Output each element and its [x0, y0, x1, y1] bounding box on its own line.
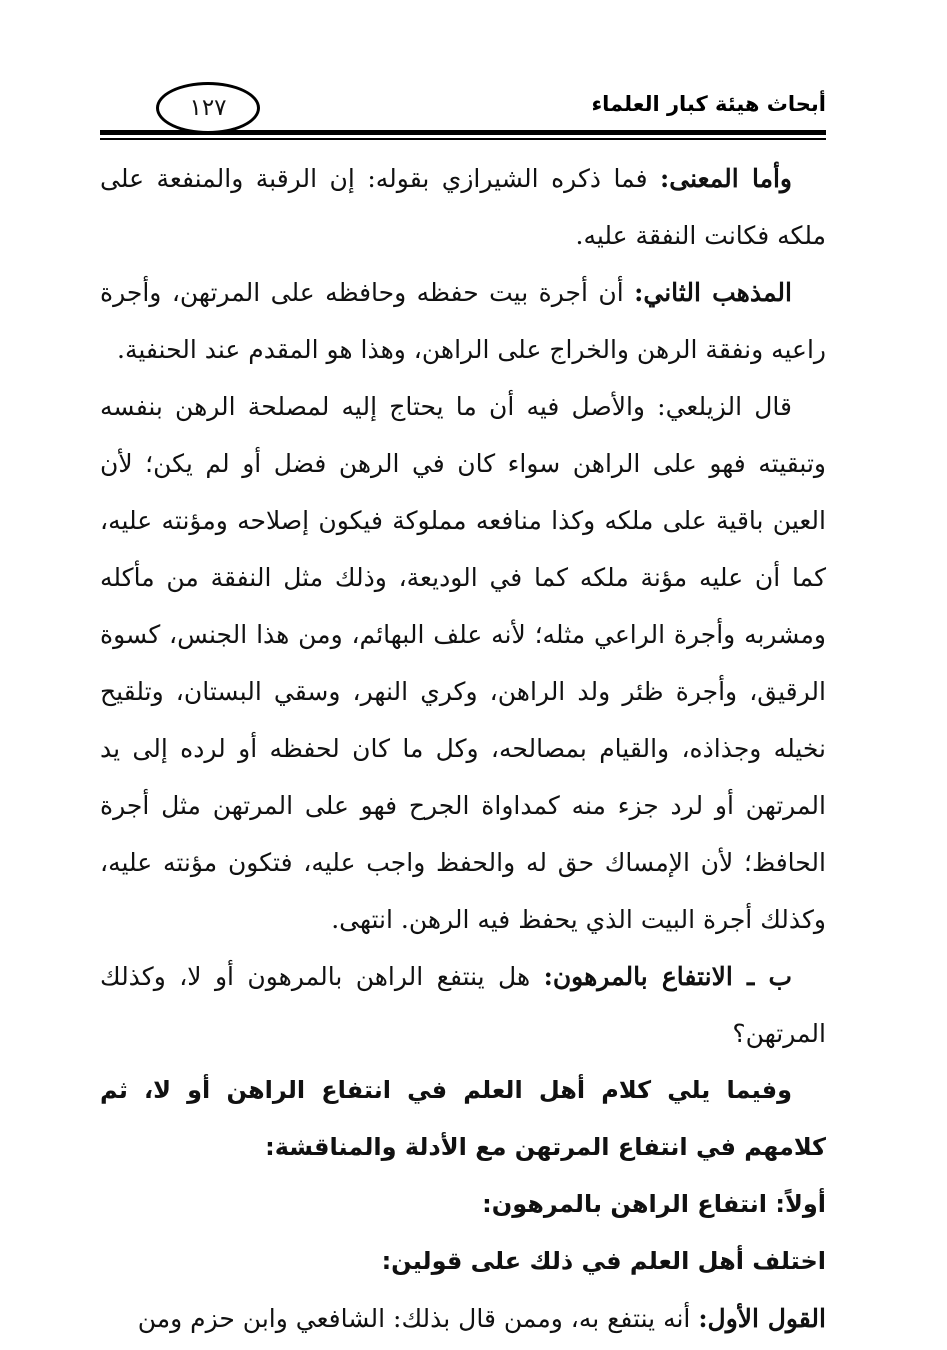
- paragraph-zaylai-quote: قال الزيلعي: والأصل فيه أن ما يحتاج إليه لمصلحة الرهن بنفسه وتبقيته فهو على الراهن سواء كان في الرهن فضل أو لم يكن؛ لأن العين باقية على ملكه وكذا منافعه مملوكة فيكون إصلاحه ومؤنته عليه، كما أن عليه مؤنة ملكه كما في الوديعة، وذلك مثل النفقة من مأكله ومشربه وأجرة الراعي مثله؛ لأنه علف البهائم، ومن هذا الجنس، كسوة الرقيق، وأجرة ظئر ولد الراهن، وكري النهر، وسقي البستان، وتلقيح نخيله وجذاذه، والقيام بمصالحه، وكل ما كان لحفظه أو لرده إلى يد المرتهن أو لرد جزء منه كمداواة الجرح فهو على المرتهن مثل أجرة الحافظ؛ لأن الإمساك حق له والحفظ واجب عليه، فتكون مؤنته عليه، وكذلك أجرة البيت الذي يحفظ فيه الرهن. انتهى.: [100, 392, 826, 934]
- paragraph-text: أنه ينتفع به، وممن قال بذلك: الشافعي وابن حزم ومن: [137, 1304, 699, 1333]
- paragraph-benefit-heading: [100, 948, 826, 1062]
- paragraph-lead: المذهب الثاني:: [634, 278, 792, 307]
- paragraph-lead: القول الأول:: [698, 1304, 826, 1333]
- paragraph-lead: وأما المعنى:: [660, 164, 793, 193]
- paragraph-text: أن أجرة بيت حفظه وحافظه على المرتهن، وأجرة راعيه ونفقة الرهن والخراج على الراهن، وهذا هو المقدم عند الحنفية.: [100, 278, 826, 364]
- paragraph-text: هل ينتفع الراهن بالمرهون أو لا، وكذلك المرتهن؟: [100, 962, 826, 1048]
- paragraph-disagreement: اختلف أهل العلم في ذلك على قولين:: [381, 1247, 826, 1275]
- paragraph-first-opinion: [100, 1290, 826, 1347]
- paragraph-second-school: [100, 264, 826, 378]
- header-rule-thin: [100, 138, 826, 140]
- page-header: [100, 78, 826, 146]
- page-body: [100, 150, 826, 1347]
- subheading-first: أولاً: انتفاع الراهن بالمرهون:: [482, 1190, 826, 1218]
- paragraph-meaning: [100, 150, 826, 264]
- paragraph-lead: ب ـ الانتفاع بالمرهون:: [543, 962, 792, 991]
- paragraph-scholars-intro: وفيما يلي كلام أهل العلم في انتفاع الراهن أو لا، ثم كلامهم في انتفاع المرتهن مع الأدلة والمناقشة:: [100, 1076, 826, 1161]
- running-title: أبحاث هيئة كبار العلماء: [591, 92, 826, 116]
- paragraph-text: فما ذكره الشيرازي بقوله: إن الرقبة والمنفعة على ملكه فكانت النفقة عليه.: [100, 164, 826, 250]
- page-number-oval: [156, 82, 260, 134]
- page-number: ١٢٧: [189, 95, 227, 121]
